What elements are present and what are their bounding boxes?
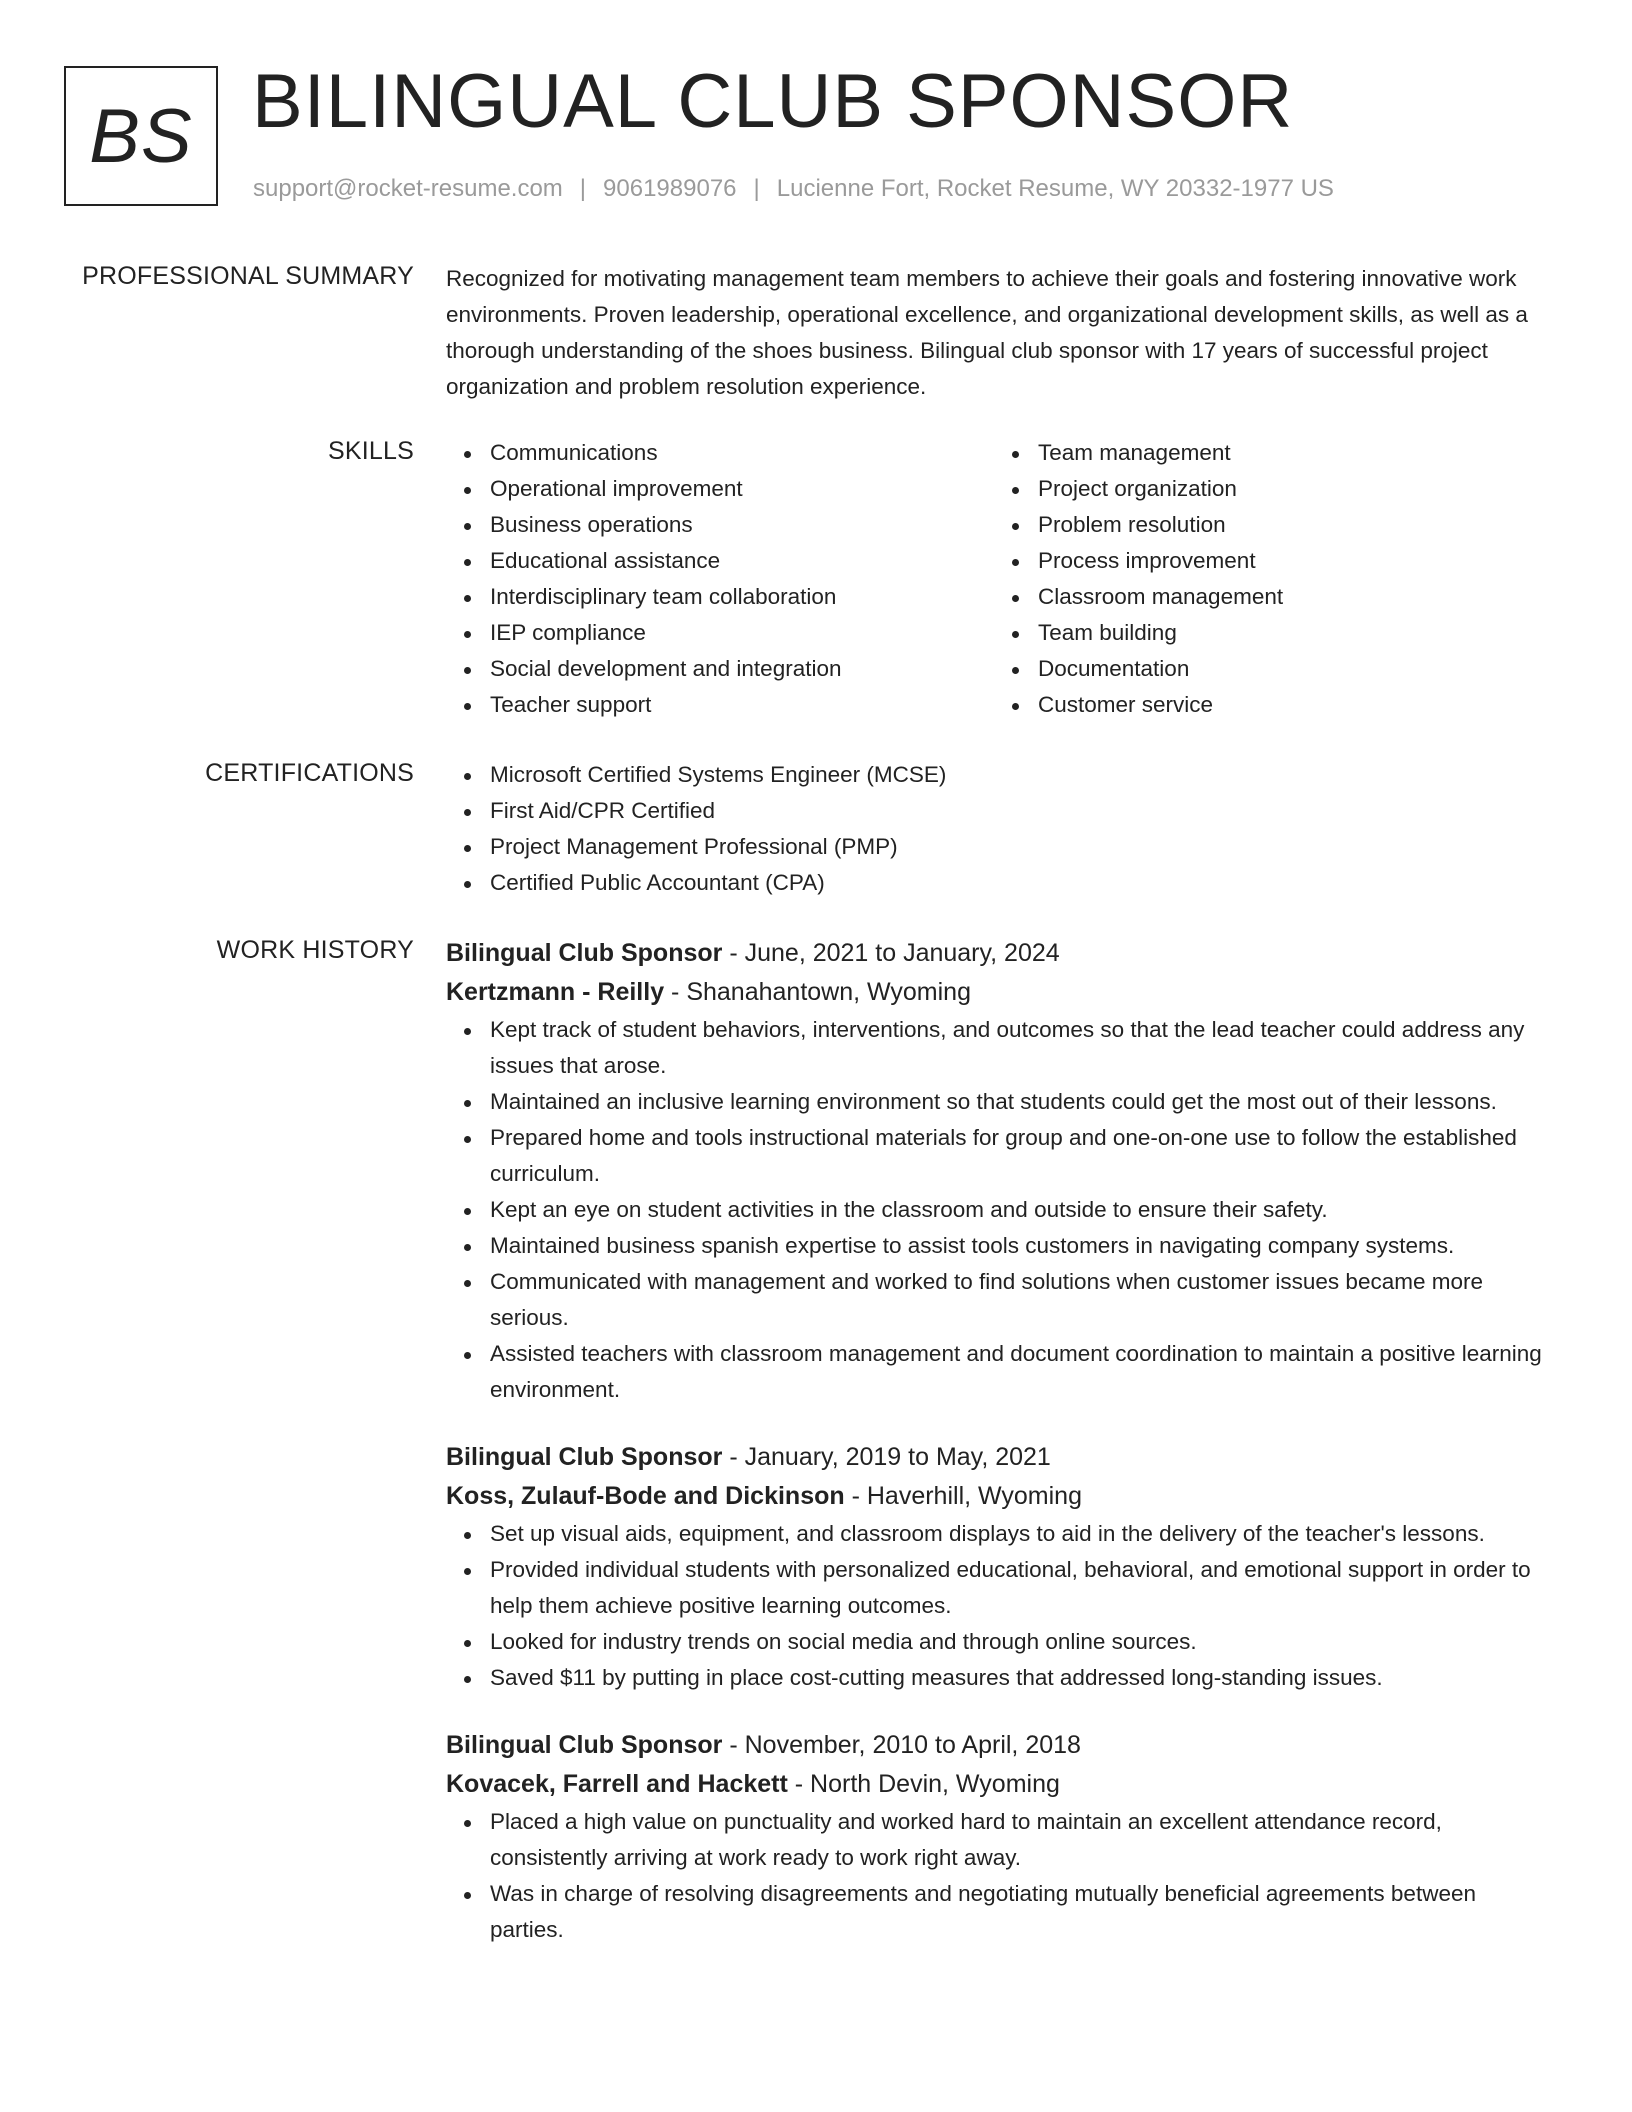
job-bullet: Maintained an inclusive learning environment so that students could get the most out of their lessons. xyxy=(446,1084,1556,1120)
skill-item: Project organization xyxy=(994,471,1542,507)
section-label-skills: SKILLS xyxy=(328,437,414,465)
job-bullet: Kept an eye on student activities in the classroom and outside to ensure their safety. xyxy=(446,1192,1556,1228)
certification-item: Project Management Professional (PMP) xyxy=(446,829,1556,865)
job-company-line xyxy=(446,1765,1556,1804)
skill-item: Interdisciplinary team collaboration xyxy=(446,579,994,615)
skills-list-right xyxy=(994,435,1542,723)
job-company-line xyxy=(446,1477,1556,1516)
job-bullet: Placed a high value on punctuality and worked hard to maintain an excellent attendance record, consistently arriving at work ready to work right away. xyxy=(446,1804,1556,1876)
certification-item: Microsoft Certified Systems Engineer (MCSE) xyxy=(446,757,1556,793)
job-company-line xyxy=(446,973,1556,1012)
skills-list-left xyxy=(446,435,994,723)
job-bullet: Saved $11 by putting in place cost-cutting measures that addressed long-standing issues. xyxy=(446,1660,1556,1696)
job-bullet: Kept track of student behaviors, interventions, and outcomes so that the lead teacher could address any issues that arose. xyxy=(446,1012,1556,1084)
job-bullet: Communicated with management and worked to find solutions when customer issues became more serious. xyxy=(446,1264,1556,1336)
job-bullet: Assisted teachers with classroom management and document coordination to maintain a positive learning environment. xyxy=(446,1336,1556,1408)
skill-item: Process improvement xyxy=(994,543,1542,579)
job-bullet: Set up visual aids, equipment, and classroom displays to aid in the delivery of the teacher's lessons. xyxy=(446,1516,1556,1552)
job-bullet: Looked for industry trends on social media and through online sources. xyxy=(446,1624,1556,1660)
job-bullet-list xyxy=(446,1804,1556,1948)
job-dates: - November, 2010 to April, 2018 xyxy=(722,1731,1081,1759)
certifications-body xyxy=(446,757,1556,901)
job-title: Bilingual Club Sponsor xyxy=(446,1731,723,1759)
section-label-certifications: CERTIFICATIONS xyxy=(205,759,414,787)
section-label-summary: PROFESSIONAL SUMMARY xyxy=(82,262,414,290)
job-company: Koss, Zulauf-Bode and Dickinson xyxy=(446,1482,845,1510)
skill-item: Team management xyxy=(994,435,1542,471)
skill-item: Social development and integration xyxy=(446,651,994,687)
skills-body xyxy=(446,435,1556,723)
skill-item: Classroom management xyxy=(994,579,1542,615)
skill-item: Customer service xyxy=(994,687,1542,723)
job-location: - Haverhill, Wyoming xyxy=(844,1482,1082,1510)
skill-item: Teacher support xyxy=(446,687,994,723)
job-title: Bilingual Club Sponsor xyxy=(446,1443,723,1471)
job-bullet-list xyxy=(446,1012,1556,1408)
contact-address: Lucienne Fort, Rocket Resume, WY 20332-1977 US xyxy=(776,175,1334,202)
job-company: Kovacek, Farrell and Hackett xyxy=(446,1770,788,1798)
job-bullet-list xyxy=(446,1516,1556,1696)
job-title-line xyxy=(446,1726,1556,1765)
skill-item: Documentation xyxy=(994,651,1542,687)
job-bullet: Was in charge of resolving disagreements and negotiating mutually beneficial agreements between parties. xyxy=(446,1876,1556,1948)
skill-item: Communications xyxy=(446,435,994,471)
section-label-work-history: WORK HISTORY xyxy=(216,936,414,964)
job-bullet: Provided individual students with personalized educational, behavioral, and emotional support in order to help them achieve positive learning outcomes. xyxy=(446,1552,1556,1624)
contact-phone[interactable]: 9061989076 xyxy=(603,175,737,202)
resume-name: BILINGUAL CLUB SPONSOR xyxy=(252,59,1294,144)
job-title-line xyxy=(446,1438,1556,1477)
summary-text: Recognized for motivating management team members to achieve their goals and fostering innovative work environments. Proven leadership, operational excellence, and organizational development skills, as well as a thorough understanding of the shoes business. Bilingual club sponsor with 17 years of successful project organization and problem resolution experience. xyxy=(446,266,1528,399)
summary-body xyxy=(446,261,1556,405)
contact-separator: | xyxy=(579,175,587,202)
skill-item: Educational assistance xyxy=(446,543,994,579)
skill-item: Business operations xyxy=(446,507,994,543)
job-company: Kertzmann - Reilly xyxy=(446,978,665,1006)
job-entry xyxy=(446,934,1556,1408)
skill-item: IEP compliance xyxy=(446,615,994,651)
skills-grid xyxy=(446,435,1556,723)
job-dates: - June, 2021 to January, 2024 xyxy=(722,939,1060,967)
work-history-body xyxy=(446,934,1556,1978)
certification-item: Certified Public Accountant (CPA) xyxy=(446,865,1556,901)
certification-item: First Aid/CPR Certified xyxy=(446,793,1556,829)
monogram-box xyxy=(64,66,218,206)
contact-separator: | xyxy=(753,175,760,202)
skill-item: Team building xyxy=(994,615,1542,651)
job-title-line xyxy=(446,934,1556,973)
job-location: - Shanahantown, Wyoming xyxy=(664,978,971,1006)
certifications-list xyxy=(446,757,1556,901)
job-location: - North Devin, Wyoming xyxy=(787,1770,1060,1798)
contact-email[interactable]: support@rocket-resume.com xyxy=(253,175,563,202)
monogram-initials: BS xyxy=(89,93,193,179)
job-bullet: Maintained business spanish expertise to assist tools customers in navigating company systems. xyxy=(446,1228,1556,1264)
job-bullet: Prepared home and tools instructional materials for group and one-on-one use to follow the established curriculum. xyxy=(446,1120,1556,1192)
job-title: Bilingual Club Sponsor xyxy=(446,939,723,967)
contact-line xyxy=(253,174,1334,204)
job-entry xyxy=(446,1726,1556,1948)
skill-item: Operational improvement xyxy=(446,471,994,507)
skill-item: Problem resolution xyxy=(994,507,1542,543)
job-dates: - January, 2019 to May, 2021 xyxy=(722,1443,1051,1471)
job-entry xyxy=(446,1438,1556,1696)
